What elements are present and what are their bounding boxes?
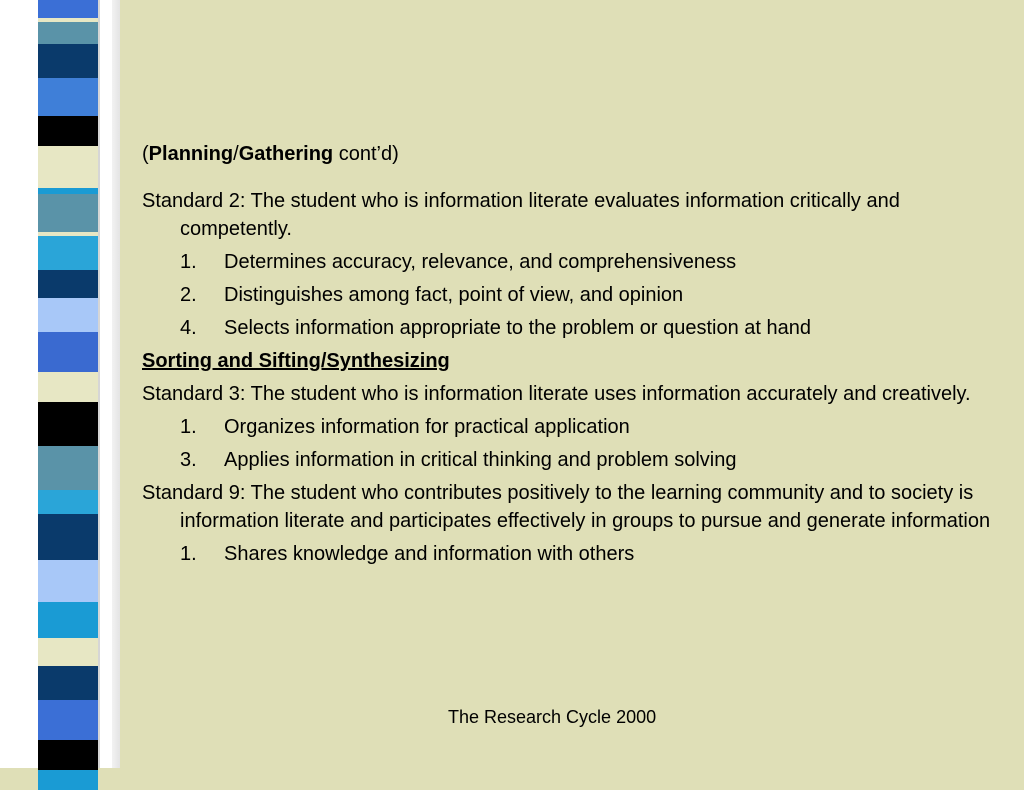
list-item	[180, 314, 1002, 342]
stripe-block	[38, 44, 98, 78]
stripe-block	[38, 770, 98, 790]
list-item-number: 4.	[180, 317, 197, 339]
title-open-paren: (	[142, 143, 149, 165]
stripe-block	[38, 666, 98, 700]
list-item	[180, 446, 1002, 474]
standard-2-text: Standard 2: The student who is information literate evaluates information critically and competently.	[142, 190, 900, 240]
list-item-text: Distinguishes among fact, point of view, and opinion	[224, 284, 684, 306]
stripe-block	[38, 602, 98, 638]
slide-footer: The Research Cycle 2000	[448, 707, 657, 727]
list-item	[180, 248, 1002, 276]
title-contd: cont’d)	[333, 143, 399, 165]
standard-9-text: Standard 9: The student who contributes positively to the learning community and to society is information literate and participates effectively in groups to pursue and generate information	[142, 482, 991, 532]
stripe-block	[38, 298, 98, 332]
list-item-text: Selects information appropriate to the problem or question at hand	[224, 317, 812, 339]
stripe-block	[38, 236, 98, 270]
stripe-block	[38, 22, 98, 44]
title-slash: /	[233, 143, 239, 165]
list-item-number: 1.	[180, 251, 197, 273]
stripe-block	[38, 270, 98, 298]
list-item-number: 1.	[180, 416, 197, 438]
stripe-block	[38, 490, 98, 514]
list-item	[180, 540, 1002, 568]
decorative-stripe	[38, 0, 98, 768]
stripe-block	[38, 740, 98, 770]
standard-3-text: Standard 3: The student who is information literate uses information accurately and creatively.	[142, 383, 971, 405]
stripe-block	[38, 514, 98, 560]
list-item	[180, 413, 1002, 441]
title-line	[142, 140, 1002, 168]
list-item-text: Organizes information for practical application	[224, 416, 630, 438]
stripe-block	[38, 146, 98, 188]
stripe-block	[38, 372, 98, 402]
stripe-block	[38, 0, 98, 18]
stripe-shadow	[98, 0, 100, 768]
stripe-block	[38, 78, 98, 116]
list-item-number: 3.	[180, 449, 197, 471]
list-item-text: Shares knowledge and information with others	[224, 543, 635, 565]
title-planning: Planning	[148, 143, 234, 165]
title-gathering: Gathering	[238, 143, 334, 165]
list-item	[180, 281, 1002, 309]
stripe-block	[38, 638, 98, 666]
stripe-block	[38, 194, 98, 232]
stripe-block	[38, 700, 98, 740]
list-item-text: Determines accuracy, relevance, and comprehensiveness	[224, 251, 737, 273]
list-item-number: 2.	[180, 284, 197, 306]
stripe-block	[38, 402, 98, 446]
list-item-number: 1.	[180, 543, 197, 565]
slide-content	[142, 140, 1002, 573]
section-heading: Sorting and Sifting/Synthesizing	[142, 350, 450, 372]
stripe-block	[38, 332, 98, 372]
stripe-block	[38, 116, 98, 146]
stripe-block	[38, 446, 98, 490]
panel-edge-shadow	[112, 0, 120, 768]
list-item-text: Applies information in critical thinking and problem solving	[224, 449, 737, 471]
stripe-block	[38, 560, 98, 602]
